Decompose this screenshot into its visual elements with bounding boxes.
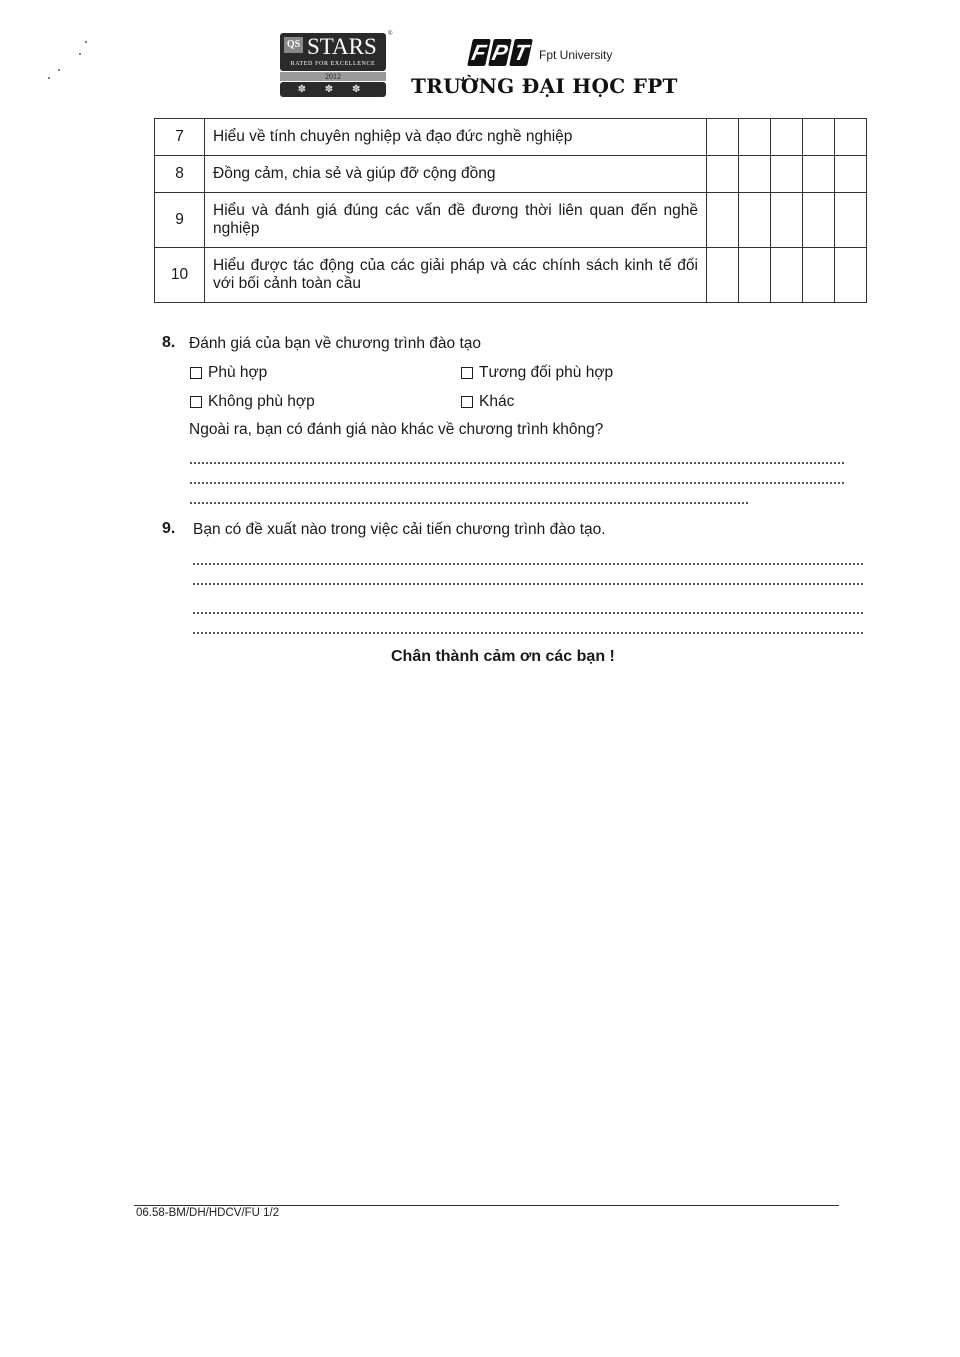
school-name: TRƯỜNG ĐẠI HỌC FPT <box>411 74 678 98</box>
fpt-university-label: Fpt University <box>539 48 613 62</box>
footer-divider <box>134 1205 839 1206</box>
rating-cell[interactable] <box>835 193 867 248</box>
option-label: Khác <box>479 393 515 410</box>
qs-star-icons: ✽ ✽ ✽ <box>280 82 386 97</box>
answer-line[interactable] <box>193 612 863 614</box>
rating-cell[interactable] <box>771 156 803 193</box>
checkbox-icon[interactable] <box>190 396 202 408</box>
criteria-table <box>154 118 867 303</box>
rating-cell[interactable] <box>739 156 771 193</box>
row-description: Hiểu về tính chuyên nghiệp và đạo đức nghề nghiệp <box>205 119 707 156</box>
checkbox-icon[interactable] <box>461 367 473 379</box>
rating-cell[interactable] <box>707 156 739 193</box>
qs-logo-top <box>280 33 386 71</box>
option-label: Tương đối phù hợp <box>479 364 614 381</box>
rating-cell[interactable] <box>803 193 835 248</box>
fpt-letter-p: P <box>489 40 511 65</box>
scan-speck <box>48 77 50 79</box>
table-row <box>155 248 867 303</box>
option-khac[interactable] <box>461 393 514 411</box>
table-row <box>155 119 867 156</box>
table-row <box>155 193 867 248</box>
rating-cell[interactable] <box>803 156 835 193</box>
table-row <box>155 156 867 193</box>
checkbox-icon[interactable] <box>461 396 473 408</box>
answer-line[interactable] <box>190 482 844 484</box>
row-description: Hiểu và đánh giá đúng các vấn đề đương thời liên quan đến nghề nghiệp <box>205 193 707 248</box>
rating-cell[interactable] <box>771 193 803 248</box>
fpt-letter-t: T <box>509 39 533 66</box>
registered-mark: ® <box>388 31 393 37</box>
rating-cell[interactable] <box>835 248 867 303</box>
option-tuong-doi-phu-hop[interactable] <box>461 364 613 382</box>
answer-line[interactable] <box>193 583 863 585</box>
scan-speck <box>85 41 87 43</box>
rating-cell[interactable] <box>707 119 739 156</box>
answer-line[interactable] <box>190 502 748 504</box>
answer-line[interactable] <box>193 563 863 565</box>
rating-cell[interactable] <box>835 119 867 156</box>
rating-cell[interactable] <box>803 119 835 156</box>
option-phu-hop[interactable] <box>190 364 267 382</box>
question-9-number: 9. <box>162 520 176 537</box>
answer-line[interactable] <box>190 462 844 464</box>
rating-cell[interactable] <box>835 156 867 193</box>
scan-speck <box>58 69 60 71</box>
rating-cell[interactable] <box>707 248 739 303</box>
qs-year: 2012 <box>280 72 386 81</box>
question-8-text: Đánh giá của bạn về chương trình đào tạo <box>189 335 481 352</box>
option-label: Phù hợp <box>208 364 268 381</box>
row-number: 9 <box>155 193 205 248</box>
row-description: Đồng cảm, chia sẻ và giúp đỡ cộng đồng <box>205 156 707 193</box>
rating-cell[interactable] <box>803 248 835 303</box>
row-description: Hiểu được tác động của các giải pháp và các chính sách kinh tế đối với bối cảnh toàn cầu <box>205 248 707 303</box>
question-8-followup: Ngoài ra, bạn có đánh giá nào khác về chương trình không? <box>189 421 604 438</box>
thank-you-text: Chân thành cảm ơn các bạn ! <box>391 648 615 665</box>
fpt-letter-f: F <box>467 39 491 66</box>
qs-title: STARS <box>307 34 377 59</box>
checkbox-icon[interactable] <box>190 367 202 379</box>
question-8-number: 8. <box>162 334 176 351</box>
question-9-text: Bạn có đề xuất nào trong việc cải tiến chương trình đào tạo. <box>193 521 606 538</box>
qs-badge: QS <box>284 37 303 53</box>
qs-stars-logo <box>280 33 386 97</box>
row-number: 10 <box>155 248 205 303</box>
row-number: 8 <box>155 156 205 193</box>
rating-cell[interactable] <box>739 193 771 248</box>
option-label: Không phù hợp <box>208 393 315 410</box>
rating-cell[interactable] <box>707 193 739 248</box>
scan-speck <box>79 53 81 55</box>
rating-cell[interactable] <box>771 119 803 156</box>
rating-cell[interactable] <box>739 248 771 303</box>
answer-line[interactable] <box>193 632 863 634</box>
row-number: 7 <box>155 119 205 156</box>
option-khong-phu-hop[interactable] <box>190 393 315 411</box>
form-code: 06.58-BM/DH/HDCV/FU 1/2 <box>136 1207 280 1219</box>
rating-cell[interactable] <box>739 119 771 156</box>
fpt-logo <box>470 36 612 66</box>
qs-subtitle: RATED FOR EXCELLENCE <box>290 61 376 67</box>
rating-cell[interactable] <box>771 248 803 303</box>
